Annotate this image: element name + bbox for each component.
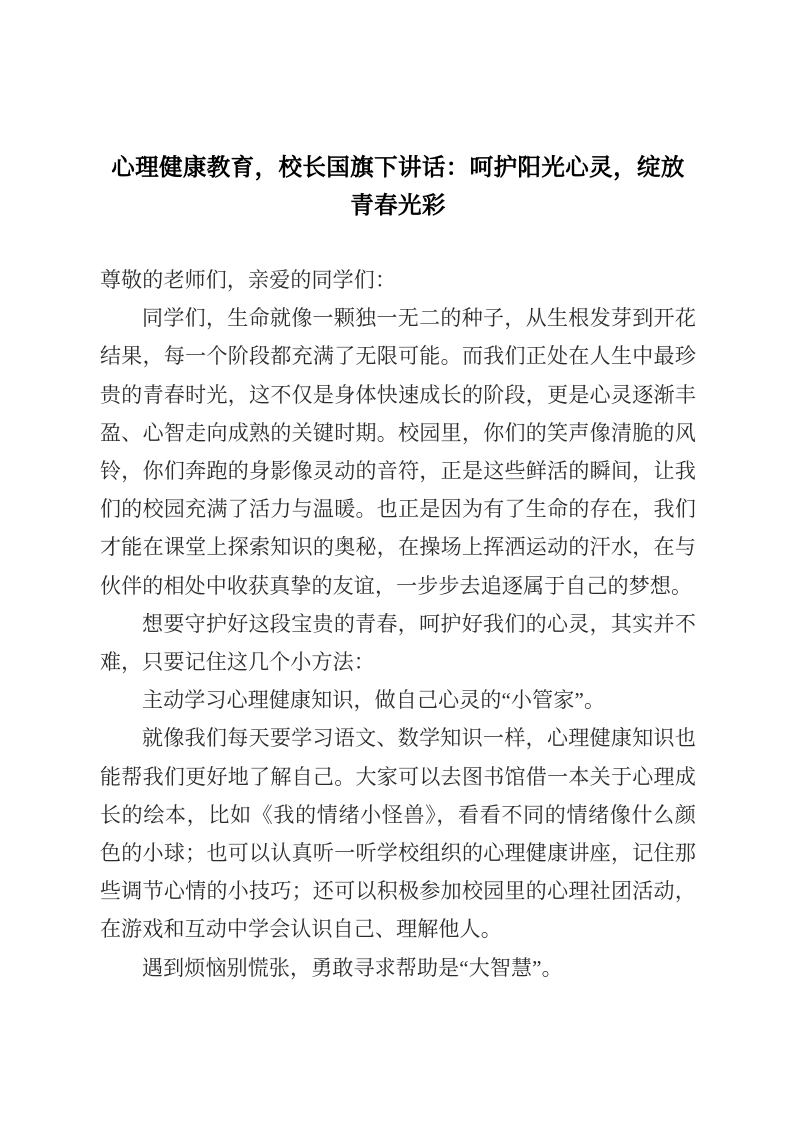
paragraph-1: 同学们，生命就像一颗独一无二的种子，从生根发芽到开花结果，每一个阶段都充满了无限可能。而我们正处在人生中最珍贵的青春时光，这不仅是身体快速成长的阶段，更是心灵逐渐丰盈、心智走向成熟的关键时期。校园里，你们的笑声像清脆的风铃，你们奔跑的身影像灵动的音符，正是这些鲜活的瞬间，让我们的校园充满了活力与温暖。也正是因为有了生命的存在，我们才能在课堂上探索知识的奥秘，在操场上挥洒运动的汗水，在与伙伴的相处中收获真挚的友谊，一步步去追逐属于自己的梦想。 <box>100 306 696 598</box>
paragraph-salutation: 尊敬的老师们，亲爱的同学们： <box>100 268 397 292</box>
page-title-line-2: 绽放青春光彩 <box>350 153 685 219</box>
document-body <box>100 261 696 987</box>
paragraph-3: 主动学习心理健康知识，做自己心灵的“小管家”。 <box>142 688 606 713</box>
paragraph-5: 遇到烦恼别慌张，勇敢寻求帮助是“大智慧”。 <box>142 955 563 980</box>
paragraph-4: 就像我们每天要学习语文、数学知识一样，心理健康知识也能帮我们更好地了解自己。大家可以去图书馆借一本关于心理成长的绘本，比如《我的情绪小怪兽》，看看不同的情绪像什么颜色的小球；也可以认真听一听学校组织的心理健康讲座，记住那些调节心情的小技巧；还可以积极参加校园里的心理社团活动，在游戏和互动中学会认识自己、理解他人。 <box>100 726 696 942</box>
page-title-line-1: 心理健康教育，校长国旗下讲话：呵护阳光心灵， <box>111 153 637 181</box>
paragraph-2: 想要守护好这段宝贵的青春，呵护好我们的心灵，其实并不难，只要记住这几个小方法： <box>100 611 696 675</box>
page-title <box>100 148 696 224</box>
